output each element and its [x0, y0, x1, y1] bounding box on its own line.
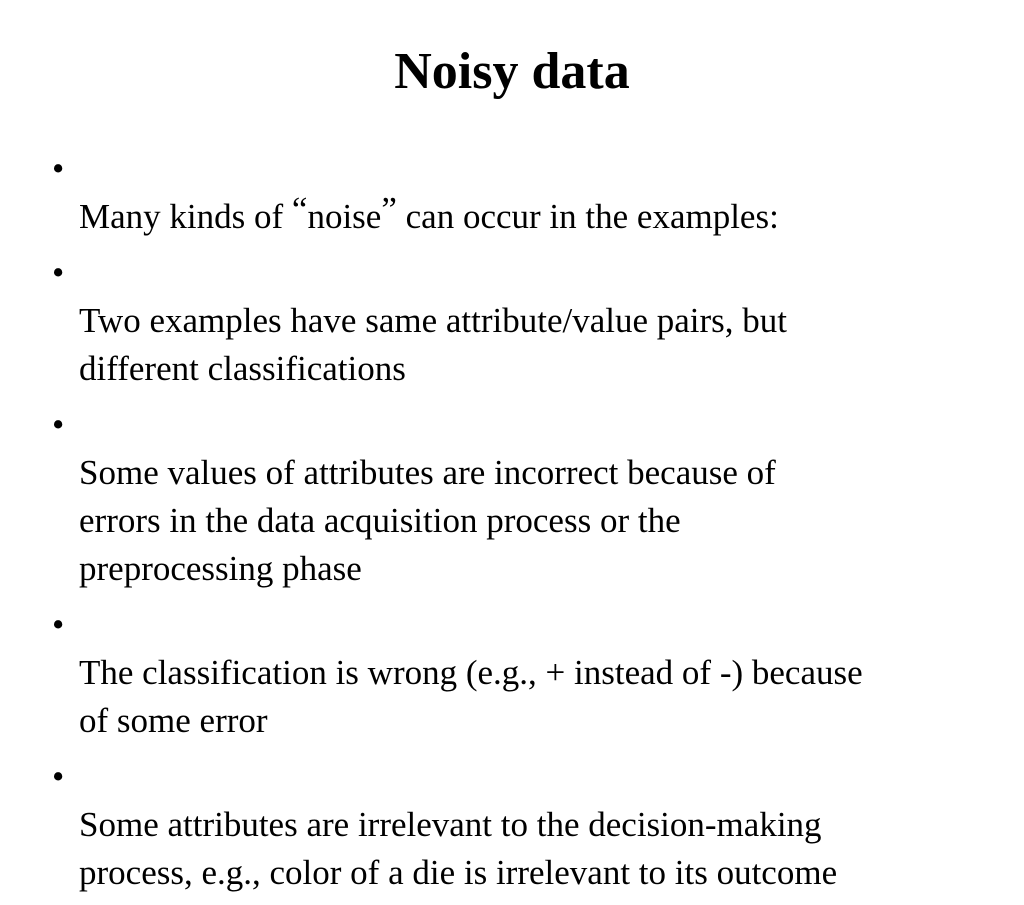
bullet-marker: •	[52, 253, 65, 292]
bullet-marker: •	[52, 605, 65, 644]
quoted-word: noise	[307, 197, 382, 236]
bullet-marker: •	[52, 149, 65, 188]
bullet-marker: •	[52, 405, 65, 444]
bullet-item	[52, 601, 982, 745]
bullet-text: Two examples have same attribute/value pairs, but different classifications	[79, 301, 788, 388]
bullet-text-before: Many kinds of	[79, 197, 292, 236]
bullet-text: The classification is wrong (e.g., + instead of -) because of some error	[79, 653, 863, 740]
bullet-list	[52, 145, 982, 905]
bullet-item	[52, 401, 982, 593]
open-quote: “	[291, 190, 308, 229]
close-quote: ”	[381, 190, 397, 229]
bullet-text-after: can occur in the examples:	[396, 197, 779, 236]
slide-title: Noisy data	[394, 43, 630, 100]
bullet-text: Some values of attributes are incorrect because of errors in the data acquisition process or the preprocessing phase	[79, 453, 776, 588]
bullet-item	[52, 753, 982, 897]
bullet-item	[52, 145, 982, 241]
bullet-marker: •	[52, 757, 65, 796]
bullet-text: Some attributes are irrelevant to the decision-making process, e.g., color of a die is irrelevant to its outcome	[79, 805, 838, 892]
bullet-item	[52, 249, 982, 393]
